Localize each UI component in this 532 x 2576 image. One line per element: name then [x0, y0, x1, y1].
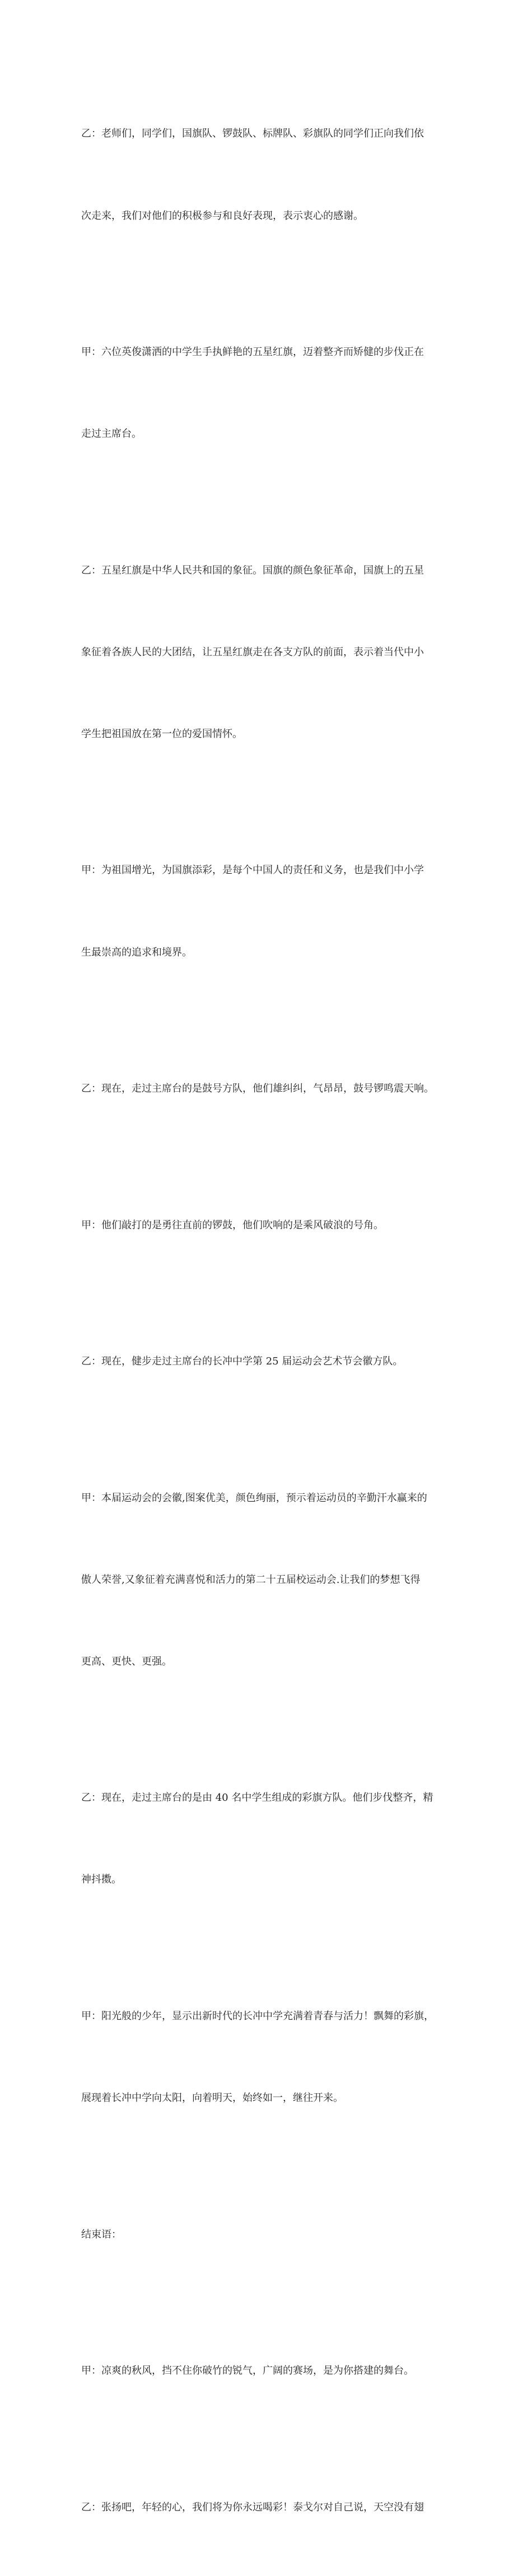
paragraph — [81, 2303, 456, 2440]
text-line: 结束语： — [81, 2228, 122, 2240]
paragraph — [81, 66, 456, 285]
text-line: 乙：现在，走过主席台的是鼓号方队，他们雄纠纠，气昂昂，鼓号锣鸣震天响。 — [81, 1083, 434, 1095]
paragraph — [81, 285, 456, 503]
text-line: 乙：现在，健步走过主席台的长冲中学第 25 届运动会艺术节会徽方队。 — [81, 1355, 403, 1368]
paragraph — [81, 1021, 456, 1158]
paragraph — [81, 1294, 456, 1431]
text-line: 乙：五星红旗是中华人民共和国的象征。国旗的颜色象征革命，国旗上的五星 — [81, 564, 424, 576]
text-line: 甲：六位英俊潇洒的中学生手执鲜艳的五星红旗，迈着整齐而矫健的步伐正在 — [81, 346, 424, 358]
text-line: 甲：本届运动会的会徽,图案优美，颜色绚丽，预示着运动员的辛勤汗水赢来的 — [81, 1492, 427, 1504]
text-line: 走过主席台。 — [81, 428, 142, 440]
text-line: 乙：现在，走过主席台的是由 40 名中学生组成的彩旗方队。他们步伐整齐，精 — [81, 1792, 433, 1804]
paragraph — [81, 1157, 456, 1294]
text-line: 展现着长冲中学向太阳，向着明天，始终如一，继往开来。 — [81, 2092, 343, 2104]
text-line: 甲：阳光般的少年，显示出新时代的长冲中学充满着青春与活力！飘舞的彩旗， — [81, 2010, 434, 2022]
paragraph — [81, 1730, 456, 1949]
text-line: 乙：老师们，同学们，国旗队、锣鼓队、标牌队、彩旗队的同学们正向我们依 — [81, 128, 424, 140]
text-line: 更高、更快、更强。 — [81, 1655, 172, 1667]
document-body — [81, 66, 456, 2576]
text-line: 甲：凉爽的秋风，挡不住你破竹的锐气，广阔的赛场，是为你搭建的舞台。 — [81, 2365, 414, 2377]
paragraph — [81, 1430, 456, 1730]
text-line: 甲：为祖国增光，为国旗添彩，是每个中国人的责任和义务，也是我们中小学 — [81, 864, 424, 877]
text-line: 生最崇高的追求和境界。 — [81, 946, 192, 958]
text-line: 次走来，我们对他们的积极参与和良好表现，表示衷心的感谢。 — [81, 209, 363, 222]
paragraph — [81, 502, 456, 803]
text-line: 学生把祖国放在第一位的爱国情怀。 — [81, 728, 242, 740]
paragraph — [81, 803, 456, 1021]
paragraph — [81, 2439, 456, 2576]
text-line: 神抖擞。 — [81, 1874, 122, 1886]
text-line: 甲：他们敲打的是勇往直前的锣鼓，他们吹响的是乘风破浪的号角。 — [81, 1219, 384, 1231]
text-line: 傲人荣誉,又象征着充满喜悦和活力的第二十五届校运动会.让我们的梦想飞得 — [81, 1573, 421, 1586]
text-line: 象征着各族人民的大团结，让五星红旗走在各支方队的前面，表示着当代中小 — [81, 646, 424, 658]
section-heading — [81, 2167, 456, 2303]
paragraph — [81, 1949, 456, 2167]
text-line: 乙：张扬吧，年轻的心，我们将为你永远喝彩！泰戈尔对自己说，天空没有翅 — [81, 2501, 424, 2513]
